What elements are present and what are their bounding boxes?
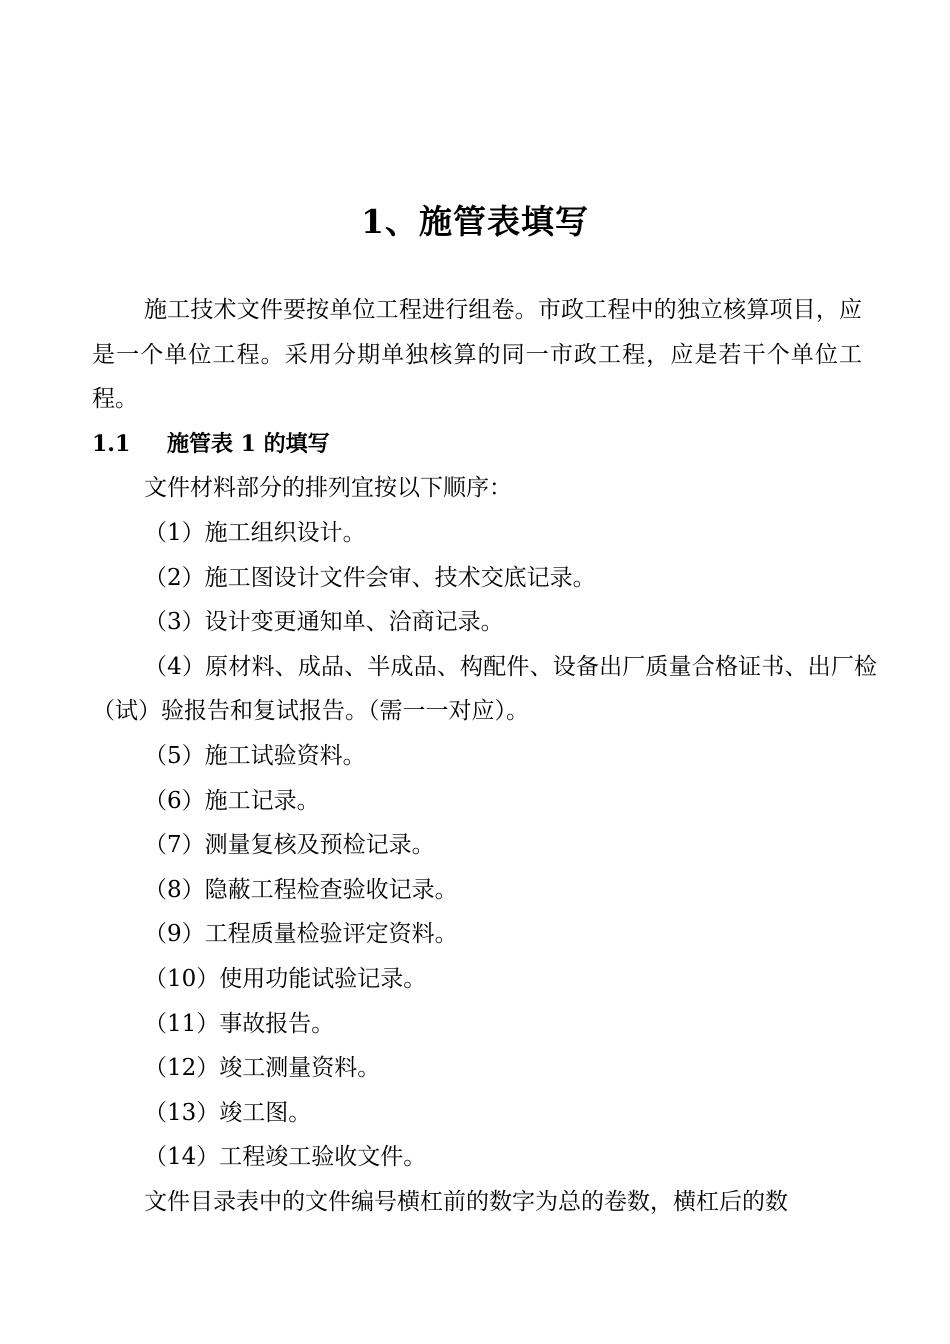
page-title: 1、施管表填写 [361, 202, 589, 241]
list-item: （2）施工图设计文件会审、技术交底记录。 [144, 564, 596, 591]
list-item: （5）施工试验资料。 [144, 742, 366, 769]
list-item: （4）原材料、成品、半成品、构配件、设备出厂质量合格证书、出厂检（试）验报告和复试报告。（需一一对应）。 [92, 653, 877, 725]
list-item: （11）事故报告。 [144, 1010, 335, 1037]
order-intro: 文件材料部分的排列宜按以下顺序： [144, 475, 512, 502]
list-item: （7）测量复核及预检记录。 [144, 832, 435, 859]
section-heading [92, 422, 862, 467]
list-item: （13）竣工图。 [144, 1099, 312, 1126]
list-item: （8）隐蔽工程检查验收记录。 [144, 876, 458, 903]
list-item: （10）使用功能试验记录。 [144, 965, 427, 992]
section-title: 施管表 1 的填写 [167, 430, 330, 457]
list-item: （1）施工组织设计。 [144, 519, 366, 546]
closing-paragraph: 文件目录表中的文件编号横杠前的数字为总的卷数，横杠后的数 [144, 1188, 788, 1215]
list-item: （6）施工记录。 [144, 787, 320, 814]
intro-paragraph: 施工技术文件要按单位工程进行组卷。市政工程中的独立核算项目，应是一个单位工程。采用分期单独核算的同一市政工程，应是若干个单位工程。 [92, 297, 862, 413]
list-item: （9）工程质量检验评定资料。 [144, 921, 458, 948]
list-item: （12）竣工测量资料。 [144, 1055, 381, 1082]
list-item: （14）工程竣工验收文件。 [144, 1144, 427, 1171]
document-body [92, 288, 877, 1224]
section-number: 1.1 [92, 430, 131, 457]
list-item: （3）设计变更通知单、洽商记录。 [144, 609, 504, 636]
